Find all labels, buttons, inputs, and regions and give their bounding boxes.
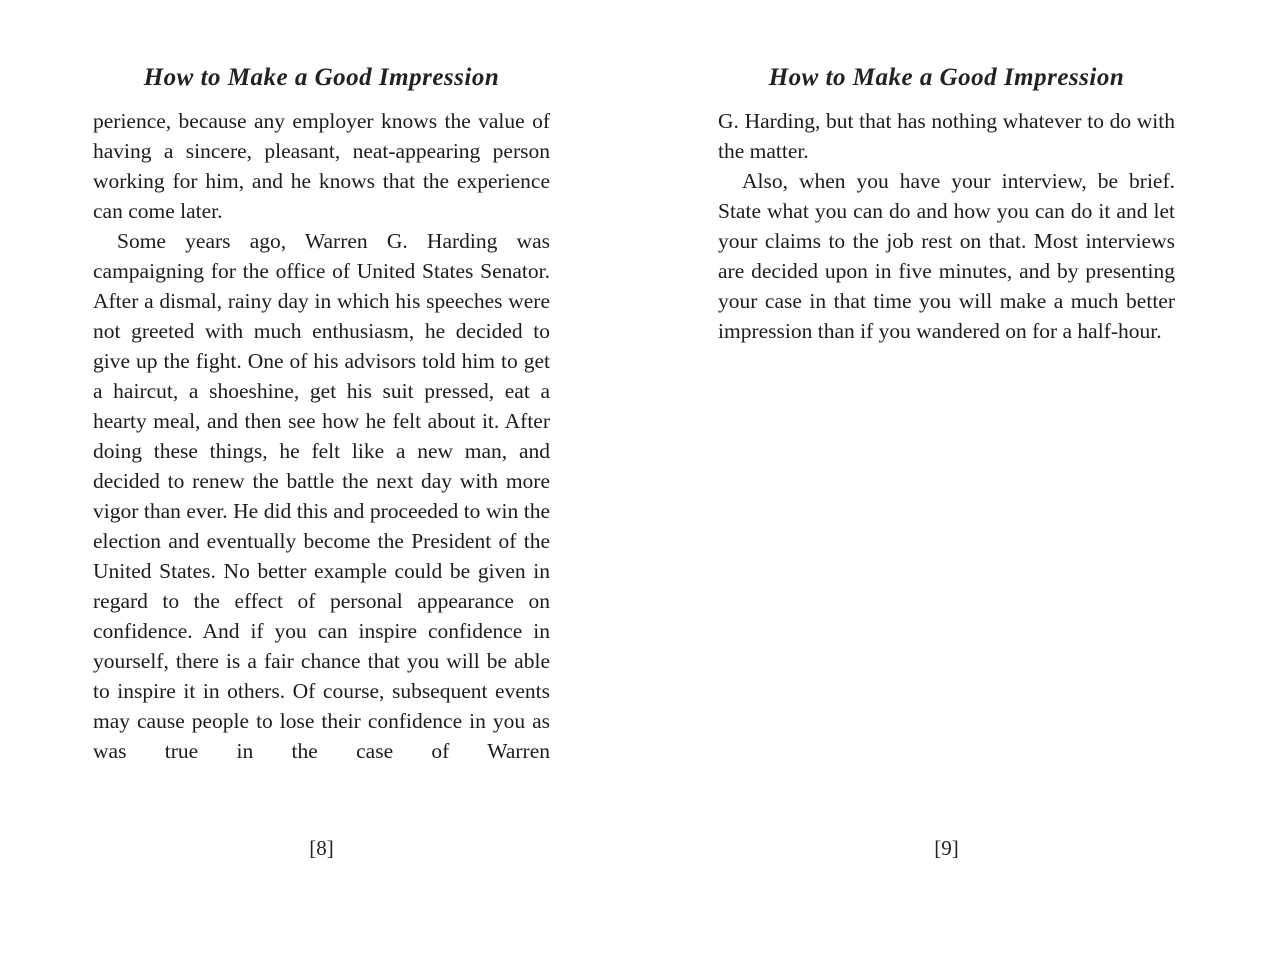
page-number: [8] [309, 836, 334, 860]
running-head: How to Make a Good Impression [768, 64, 1125, 91]
page-body [718, 106, 1175, 346]
paragraph: Some years ago, Warren G. Harding was campaigning for the office of United States Senator. After a dismal, rainy day in which his speeches were not greeted with much enthusiasm, he decided to give up the fight. One of his advisors told him to get a haircut, a shoeshine, get his suit pressed, eat a hearty meal, and then see how he felt about it. After doing these things, he felt like a new man, and decided to renew the battle the next day with more vigor than ever. He did this and proceeded to win the election and eventually become the President of the United States. No better example could be given in regard to the effect of personal appearance on confidence. And if you can inspire confidence in yourself, there is a fair chance that you will be able to inspire it in others. Of course, subsequent events may cause people to lose their confidence in you as was true in the case of Warren [93, 229, 550, 763]
paragraph: perience, because any employer knows the value of having a sincere, pleasant, neat-appearing person working for him, and he knows that the experience can come later. [93, 109, 550, 223]
right-page [718, 0, 1175, 978]
page-body [93, 106, 550, 766]
running-head: How to Make a Good Impression [143, 64, 500, 91]
paragraph: G. Harding, but that has nothing whatever to do with the matter. [718, 109, 1175, 163]
page-number: [9] [934, 836, 959, 860]
paragraph: Also, when you have your interview, be brief. State what you can do and how you can do it and let your claims to the job rest on that. Most interviews are decided upon in five minutes, and by presenting your case in that time you will make a much better impression than if you wandered on for a half-hour. [718, 169, 1175, 343]
left-page [93, 0, 550, 978]
